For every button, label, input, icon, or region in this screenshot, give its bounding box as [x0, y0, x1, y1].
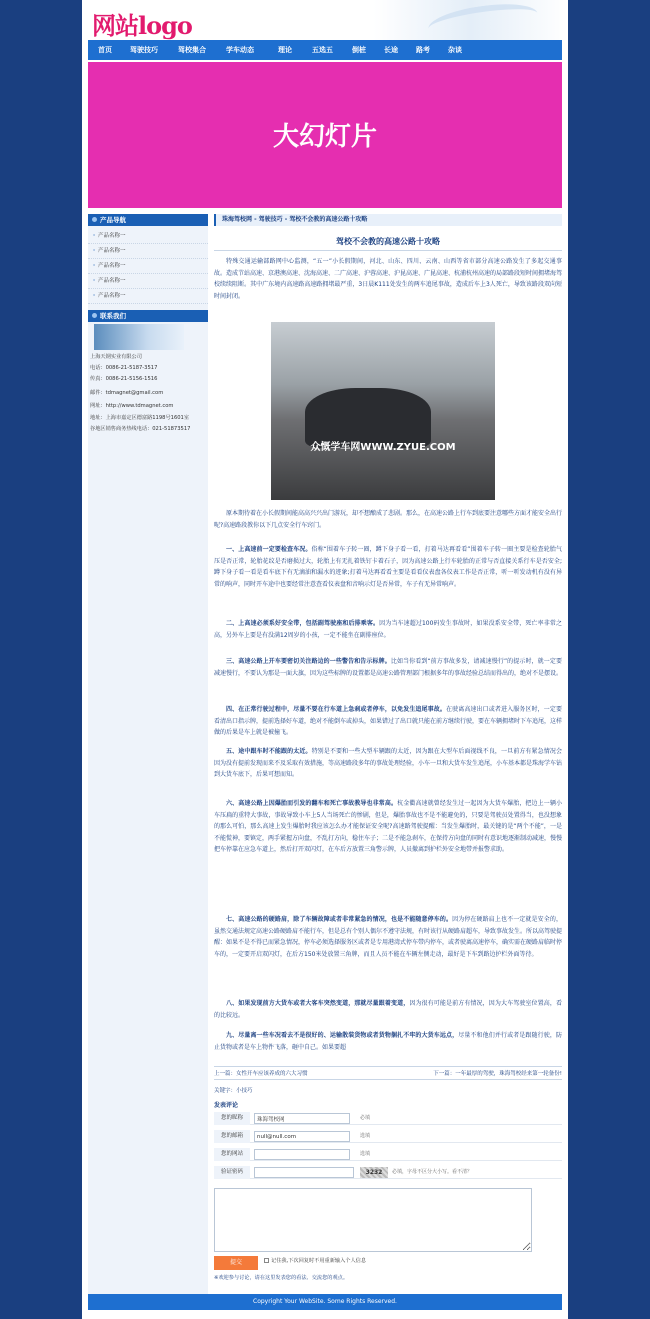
point-heading: 八、如果发现前方大货车或者大客车突然变道，那就尽量跟着变道， [226, 1000, 410, 1007]
article-intro: 特殊交通运输部路网中心监测，“五一”小长假期间，河北、山东、四川、云南、山西等省市部分高速公路发生了多起交通事故。造成节站高速、京港澳高速、沈海高速、二广高速、沪蓉高速、沪昆高速、广昆高速、杭浦杭州高速的局部路段短时间拥堵海驾校续续阻断。其中广东境内高速路高速路拥堵最严重，3日晨K111处发生的两车追尾事故，造成后车上3人死亡，导致该路段双向短时间封闭。 [214, 258, 563, 300]
product-link[interactable]: · 产品名称一 [88, 274, 208, 289]
nav-item-five[interactable]: 五选五 [312, 45, 333, 54]
point-heading: 二、上高速必须系好安全带，包括副驾驶座和后排乘客。 [226, 620, 380, 627]
comment-textarea[interactable] [214, 1188, 532, 1252]
header-decoration [426, 0, 539, 44]
nickname-hint: 必填 [360, 1115, 371, 1121]
captcha-input[interactable] [254, 1167, 354, 1178]
point-body: 尽量不和他们并行或者是跟随行驶，防止货物或者是车上物件飞落，砸中自己。如果要超 [214, 1032, 562, 1051]
point-body: 比如当你看到“前方事故多发，请减速慢行”的提示时，就一定要减速慢行，不要认为那是一面大旗，因为这些标牌的设置都是高速公路管理部门根据多年的事故经验总结而得出的，绝对不是摆设。 [214, 658, 563, 677]
captcha-label: 验证密码 [214, 1166, 250, 1179]
product-link[interactable]: · 产品名称一 [88, 259, 208, 274]
article-point-2 [214, 618, 562, 641]
remember-label: 记住我,下次回复时不用重新输入个人信息 [271, 1258, 367, 1264]
nickname-row [214, 1112, 562, 1125]
photo-watermark: 众慨学车网WWW.ZYUE.COM [310, 442, 456, 453]
product-link[interactable]: · 产品名称一 [88, 244, 208, 259]
article-point-8 [214, 998, 562, 1021]
article-lead: 原本期待着在小长假期间能高高兴兴出门游玩，却不想酿成了悲剧。那么，在高速公路上行车到底要注意哪些方面才能安全出行呢?高速路段教你以下几点安全行车窍门。 [214, 510, 563, 529]
contact-image [94, 324, 184, 350]
point-heading: 一、上高速前一定要检查车况。 [226, 546, 312, 553]
point-body: 杭金衢高速就曾经发生过一起因为大货车爆胎，把边上一辆小车压扁的重特大事故，事故导致小车上5人当场死亡的惨剧，但是，爆胎事故也不是不能避免的，只要是驾驶员处置得当，也没想象的那么可怕，那么高速上发生爆胎时我应该怎么办才能保证安全呢?高速路驾驶提醒：当发生爆胎时，最关键的是“两个不能”，一是不能慌神，要镇定，两手紧握方向盘，不乱打方向，稳住车子；二是不能急刹车，在保持方向盘的同时有意识地逐渐制动减速，慢慢把车停靠在应急车道上，然后打开双闪灯，在车后方放置三角警示牌，人员撤离到护栏外安全地带并报警求助。 [214, 800, 563, 854]
point-body: 在驶离高速出口或者进入服务区时，一定要看清出口指示牌，提前选择好车道，绝对不能倒车或掉头，如果错过了出口就只能在前方继续行驶，要在车辆拥堵时下车追尾，这样做的后果是车上就是被撞飞。 [214, 706, 563, 737]
nav-item-roadtest[interactable]: 路考 [416, 45, 430, 54]
banner-text: 大幻灯片 [272, 122, 377, 152]
captcha-hint[interactable]: 必填，字母不区分大小写。看不清？ [392, 1169, 473, 1175]
product-link[interactable]: · 产品名称一 [88, 289, 208, 304]
keywords[interactable]: 关键字：小技巧 [214, 1088, 253, 1094]
nickname-input[interactable] [254, 1113, 350, 1124]
prev-next-bar [214, 1066, 562, 1080]
footer: Copyright Your WebSite. Some Rights Reserved. [88, 1294, 562, 1310]
contact-address: 地址：上海市嘉定区德富路1198号1601室 [90, 415, 190, 421]
nav-item-theory[interactable]: 理论 [278, 45, 292, 54]
article-point-1 [214, 544, 562, 590]
email-input[interactable] [254, 1131, 350, 1142]
article-photo [271, 322, 495, 500]
point-heading: 七、高速公路的硬路肩，除了车辆故障或者非常紧急的情况，也是不能随意停车的。 [226, 916, 453, 923]
email-hint: 选填 [360, 1133, 371, 1139]
point-body: 特别是不要和一些大型车辆跟的太近，因为跟在大型车后面视线不良，一旦前方有紧急情况会因为没有提前发现而来不及采取有效措施，等高速路段多年的事故处理经验，小车一旦和大货车发生追尾，小车基本都是珠海学车钻到大货车底下，后果可想而知。 [214, 748, 563, 779]
website-label: 您的网站 [214, 1148, 250, 1161]
point-heading: 九、尽量离一些车况看去不是很好的、运输散装货物或者货物捆扎不牢的大货车远点， [226, 1032, 459, 1039]
nav-item-schools[interactable]: 驾校集合 [178, 45, 206, 54]
products-heading: 产品导航 [88, 214, 208, 226]
remember-me[interactable] [264, 1257, 366, 1264]
nav-item-home[interactable]: 首页 [98, 45, 112, 54]
product-link[interactable]: · 产品名称一 [88, 229, 208, 244]
captcha-row [214, 1166, 562, 1179]
point-body: 因为很有可能是前方有情况，因为大车驾驶室位置高，看的比较远。 [214, 1000, 562, 1019]
submit-button[interactable]: 提交 [214, 1256, 258, 1270]
article-point-5 [214, 746, 562, 781]
nav-item-driving-tips[interactable]: 驾驶技巧 [130, 45, 158, 54]
article-point-9 [214, 1030, 562, 1053]
contact-heading: 联系我们 [88, 310, 208, 322]
nav-item-longtrip[interactable]: 长途 [384, 45, 398, 54]
prev-article-link[interactable]: 上一篇：女性开车应该养成的六大习惯 [214, 1071, 308, 1077]
article-point-3 [214, 656, 562, 679]
contact-fax: 传真：0086-21-5156-1516 [90, 376, 158, 382]
nickname-label: 您的昵称 [214, 1112, 250, 1125]
main-nav [88, 40, 562, 60]
nav-item-reverse[interactable]: 倒桩 [352, 45, 366, 54]
article-point-4 [214, 704, 562, 739]
site-logo[interactable]: 网站logo [92, 11, 192, 40]
nav-item-news[interactable]: 学车动态 [226, 45, 254, 54]
next-article-link[interactable]: 下一篇：一年最厚的驾驶，珠海驾校经来第一轮备份! [433, 1071, 562, 1077]
website-input[interactable] [254, 1149, 350, 1160]
point-body: 因为当车速超过100码发生事故时，如果没系安全带，死亡率非常之高，另外车上要是有没满12周岁的小孩，一定不能坐在副排座位。 [214, 620, 562, 639]
website-row [214, 1148, 562, 1161]
sidebar [88, 214, 208, 1294]
point-heading: 三、高速公路上开车要密切关注路边的一些警告和告示标牌。 [226, 658, 391, 665]
point-heading: 四、在正常行驶过程中，尽量不要在行车道上急刹或者停车，以免发生追尾事故。 [226, 706, 446, 713]
nav-item-misc[interactable]: 杂谈 [448, 45, 462, 54]
header [82, 0, 568, 40]
contact-company: 上海天钢实业有限公司 [90, 354, 142, 360]
point-heading: 五、途中跟车时不能跟的太近。 [226, 748, 312, 755]
banner-slideshow[interactable] [88, 62, 562, 208]
point-body: 俗称“围着车子转一圈，蹲下身子看一看，打着马达再看看”围着车子转一圈主要是检查轮胎气压是否正常，轮胎花纹是否磨损过大，轮胎上有无扎着铁钉卡着石子，因为高速公路上行车轮胎的正常与否直接关系行车是否安全;蹲下身子看一看是看车底下有无滴油和漏水的迹象;打着马达再看看主要是看看仪表盘各仪表工作是否正常，听一听发动机有没有异常的响声，同时开车途中也要经常注意查看仪表盘和音响示灯是否异常，车子有无异常响声。 [214, 546, 562, 588]
email-row [214, 1130, 562, 1143]
page [82, 0, 568, 1319]
article-point-7 [214, 914, 562, 960]
comment-heading: 发表评论 [214, 1102, 239, 1109]
point-body: 因为停在硬路肩上也不一定就是安全的，虽然交通法规定高速公路硬路肩不能行车，但是总有个别人偶尔不遵守法规，有时该行从硬路肩超车，导致事故发生。所以高驾驶提醒：如果不是不得已而紧急情况，停车必须选择服务区或者是专用港湾式停车带内停车，或者驶离高速停车，确实需在硬路肩临时停车的，一定要开启双闪灯，在后方150米处放置三角牌，而且人员不能在车辆左侧走动，最好是下车到路边护栏外面等待。 [214, 916, 563, 958]
breadcrumb[interactable]: 珠海驾校网 - 驾驶技巧 - 驾校不会教的高速公路十攻略 [214, 214, 562, 226]
contact-website: 网址：http://www.tdmagnet.com [90, 403, 174, 409]
article-point-6 [214, 798, 562, 856]
captcha-image[interactable]: 3232 [360, 1167, 388, 1178]
website-hint: 选填 [360, 1151, 371, 1157]
email-label: 您的邮箱 [214, 1130, 250, 1143]
contact-hotline: 谷地区销售商务热线电话：021-51873517 [90, 426, 191, 432]
comment-notice: ※欢迎参与讨论，请在这里发表您的看法、交流您的观点。 [214, 1275, 349, 1281]
checkbox-icon[interactable] [264, 1258, 269, 1263]
contact-phone: 电话：0086-21-5187-3517 [90, 365, 158, 371]
article-title: 驾校不会教的高速公路十攻略 [336, 237, 440, 246]
contact-email: 邮件：tdmagnet@gmail.com [90, 390, 164, 396]
point-heading: 六、高速公路上因爆胎而引发的翻车和死亡事故教导也非常高。 [226, 800, 398, 807]
title-divider [214, 250, 562, 251]
